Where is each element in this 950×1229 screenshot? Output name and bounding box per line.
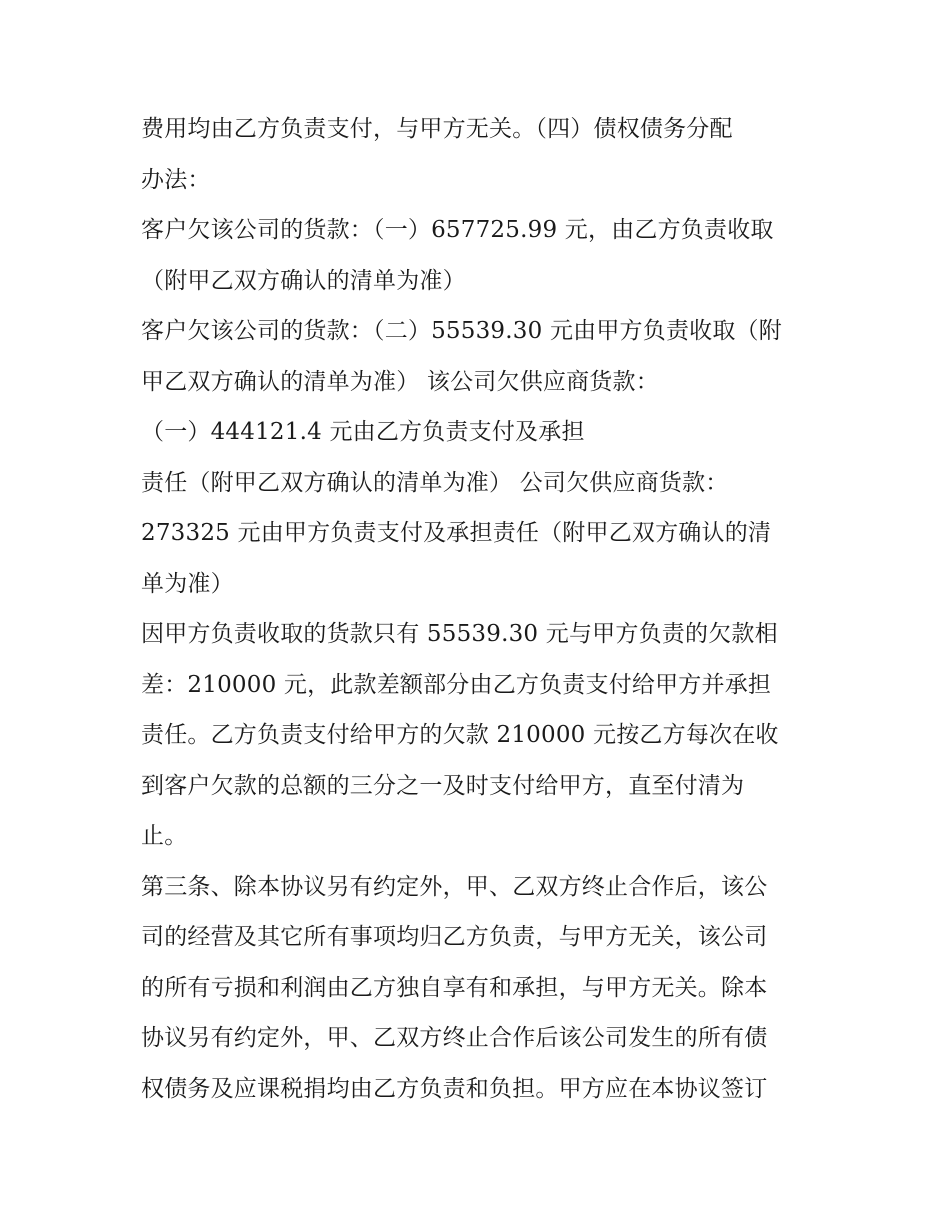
text-line: 责任。乙方负责支付给甲方的欠款 210000 元按乙方每次在收 — [141, 722, 779, 748]
text-line: 权债务及应课税捐均由乙方负责和负担。甲方应在本协议签订 — [141, 1075, 768, 1102]
text-line: （附甲乙双方确认的清单为准） — [141, 267, 466, 294]
text-line: 办法： — [141, 166, 211, 193]
document-body — [141, 104, 821, 1114]
text-line: 费用均由乙方负责支付，与甲方无关。（四）债权债务分配 — [141, 116, 733, 142]
text-line: 客户欠该公司的货款：（二）55539.30 元由甲方负责收取（附 — [141, 318, 782, 344]
text-line: 273325 元由甲方负责支付及承担责任（附甲乙双方确认的清 — [141, 520, 772, 546]
text-line: 甲乙双方确认的清单为准） 该公司欠供应商货款： — [141, 368, 659, 395]
text-line: （一）444121.4 元由乙方负责支付及承担 — [141, 419, 585, 445]
text-line: 因甲方负责收取的货款只有 55539.30 元与甲方负责的欠款相 — [141, 621, 778, 647]
text-line: 的所有亏损和利润由乙方独自享有和承担，与甲方无关。除本 — [141, 974, 768, 1001]
text-line: 差：210000 元，此款差额部分由乙方负责支付给甲方并承担 — [141, 671, 772, 698]
text-line: 协议另有约定外，甲、乙双方终止合作后该公司发生的所有债 — [141, 1025, 768, 1051]
text-line: 单为准） — [141, 570, 234, 597]
text-line: 客户欠该公司的货款：（一）657725.99 元，由乙方负责收取 — [141, 217, 774, 243]
text-line: 第三条、除本协议另有约定外，甲、乙双方终止合作后，该公 — [141, 873, 768, 900]
text-line: 责任（附甲乙双方确认的清单为准） 公司欠供应商货款： — [141, 469, 729, 496]
text-line: 司的经营及其它所有事项均归乙方负责，与甲方无关，该公司 — [141, 924, 768, 950]
text-line: 到客户欠款的总额的三分之一及时支付给甲方，直至付清为 — [141, 772, 745, 799]
text-line: 止。 — [141, 823, 188, 849]
